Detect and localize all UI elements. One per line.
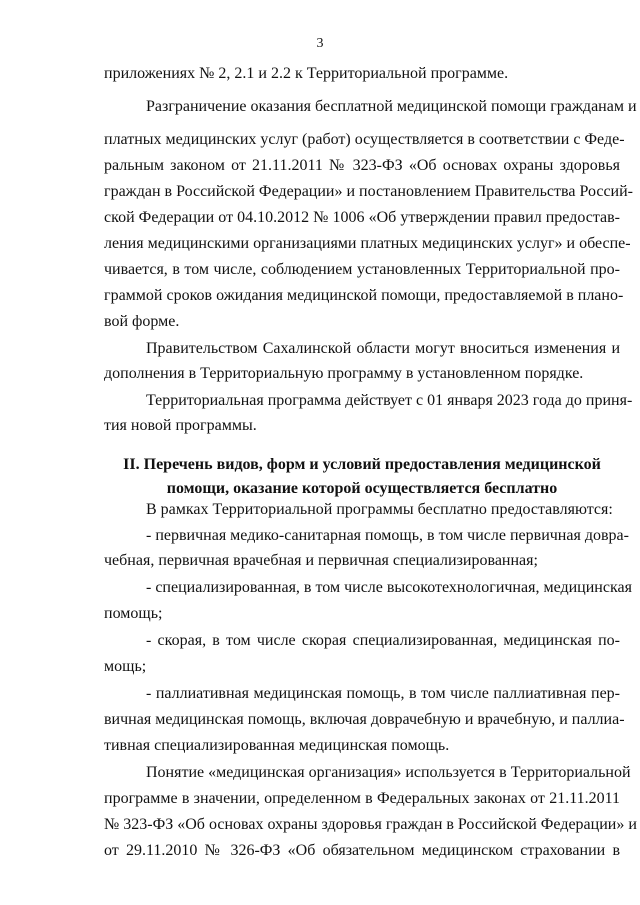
page-number: 3 [316, 36, 324, 51]
text-line: граммой сроков ожидания медицинской помощи, предоставляемой в планo- [104, 287, 624, 304]
text-line: - первичная медико-санитарная помощь, в том числе первичная довра- [146, 527, 629, 544]
text-line: чебная, первичная врачебная и первичная специализированная; [104, 552, 538, 569]
text-line: тия новой программы. [104, 417, 257, 434]
text-line: вой форме. [104, 313, 180, 330]
text-line: - скорая, в том числе скорая специализированная, медицинская по- [146, 632, 620, 649]
text-line: Правительством Сахалинской области могут вноситься изменения и [146, 340, 620, 357]
text-line: Территориальная программа действует с 01 января 2023 года до приня- [146, 392, 633, 409]
text-line: мощь; [104, 658, 147, 675]
text-line: граждан в Российской Федерации» и постановлением Правительства Россий- [104, 183, 633, 200]
text-line: тивная специализированная медицинская помощь. [104, 737, 450, 754]
text-line: В рамках Территориальной программы бесплатно предоставляются: [146, 501, 613, 518]
section-heading-line: помощи, оказание которой осуществляется бесплатно [166, 480, 558, 497]
text-line: программе в значении, определенном в Федеральных законах от 21.11.2011 [104, 790, 620, 807]
text-line: платных медицинских услуг (работ) осуществляется в соответствии с Феде- [104, 131, 625, 148]
text-line: Разграничение оказания бесплатной медицинской помощи гражданам и [146, 98, 637, 115]
text-line: - паллиативная медицинская помощь, в том числе паллиативная пер- [146, 685, 620, 702]
text-line: ления медицинскими организациями платных медицинских услуг» и обеспе- [104, 235, 631, 252]
text-line: ской Федерации от 04.10.2012 № 1006 «Об утверждении правил предостав- [104, 209, 620, 226]
text-line: Понятие «медицинская организация» используется в Территориальной [146, 764, 631, 781]
text-line: чивается, в том числе, соблюдением установленных Территориальной про- [104, 261, 620, 278]
text-line: ральным законом от 21.11.2011 № 323-ФЗ «Об основах охраны здоровья [104, 157, 620, 174]
text-line: приложениях № 2, 2.1 и 2.2 к Территориальной программе. [104, 65, 509, 82]
text-line: помощь; [104, 605, 163, 622]
text-line: дополнения в Территориальную программу в установленном порядке. [104, 365, 584, 382]
text-line: № 323-ФЗ «Об основах охраны здоровья граждан в Российской Федерации» и [104, 816, 637, 833]
section-heading-line: II. Перечень видов, форм и условий предоставления медицинской [123, 456, 601, 473]
text-line: вичная медицинская помощь, включая доврачебную и врачебную, и паллиа- [104, 711, 625, 728]
text-line: - специализированная, в том числе высокотехнологичная, медицинская [146, 579, 632, 596]
text-line: от 29.11.2010 № 326-ФЗ «Об обязательном медицинском страховании в [104, 842, 620, 859]
